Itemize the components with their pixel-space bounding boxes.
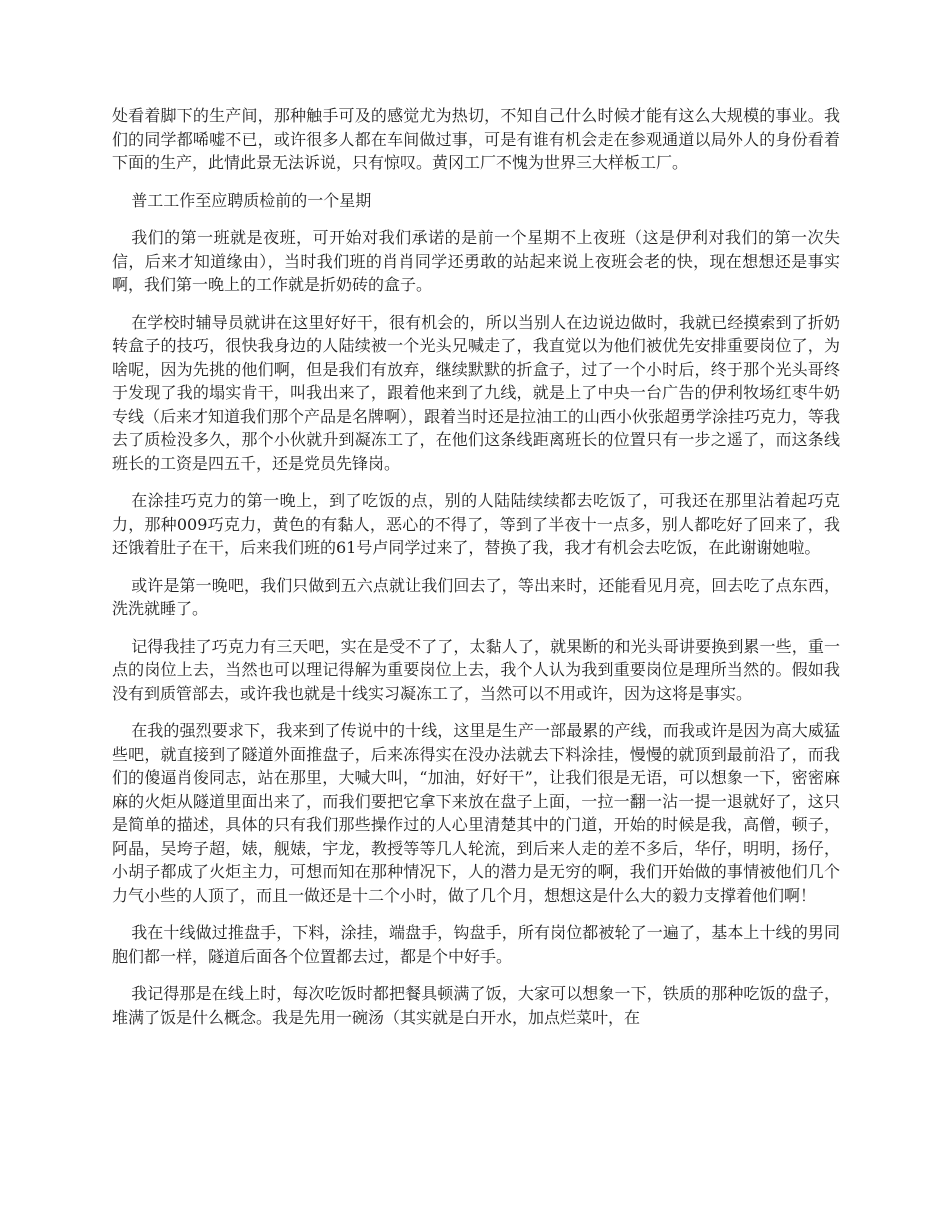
section-heading: 普工工作至应聘质检前的一个星期 — [131, 190, 372, 210]
paragraph-7: 在我的强烈要求下，我来到了传说中的十线，这里是生产一部最累的产线，而我或许是因为高大威猛些吧，就直接到了隧道外面推盘子，后来冻得实在没办法就去下料涂挂，慢慢的就顶到最前沿了，而我们的傻逼肖俊同志，站在那里，大喊大叫，“加油，好好干”，让我们很是无语，可以想象一下，密密麻麻的火炬从隧道里面出来了，而我们要把它拿下来放在盘子上面，一拉一翻一沾一提一退就好了，这只是简单的描述，具体的只有我们那些操作过的人心里清楚其中的门道，开始的时候是我，高僧，顿子，阿晶，吴垮子超，婊，舰婊，宇龙，教授等等几人轮流，到后来人走的差不多后，华仔，明明，扬仔，小胡子都成了火炬主力，可想而知在那种情况下，人的潜力是无穷的啊，我们开始做的事情被他们几个力气小些的人顶了，而且一做还是十二个小时，做了几个月，想想这是什么大的毅力支撑着他们啊！ — [112, 721, 840, 905]
document-body — [112, 104, 840, 1043]
paragraph-9: 我记得那是在线上时，每次吃饭时都把餐具顿满了饭，大家可以想象一下，铁质的那种吃饭的盘子，堆满了饭是什么概念。我是先用一碗汤（其实就是白开水，加点烂菜叶，在 — [112, 984, 840, 1027]
paragraph-3: 在学校时辅导员就讲在这里好好干，很有机会的，所以当别人在边说边做时，我就已经摸索到了折奶转盒子的技巧，很快我身边的人陆续被一个光头兄喊走了，我直觉以为他们被优先安排重要岗位了，为啥呢，因为先挑的他们啊，但是我们有放弃，继续默默的折盒子，过了一个小时后，终于那个光头哥终于发现了我的塌实肯干，叫我出来了，跟着他来到了九线，就是上了中央一台广告的伊利牧场红枣牛奶专线（后来才知道我们那个产品是名牌啊），跟着当时还是拉油工的山西小伙张超勇学涂挂巧克力，等我去了质检没多久，那个小伙就升到凝冻工了，在他们这条线距离班长的位置只有一步之遥了，而这条线班长的工资是四五千，还是党员先锋岗。 — [112, 312, 841, 473]
paragraph-6: 记得我挂了巧克力有三天吧，实在是受不了了，太黏人了，就果断的和光头哥讲要换到累一些，重一点的岗位上去，当然也可以理记得解为重要岗位上去，我个人认为我到重要岗位是理所当然的。假如我没有到质管部去，或许我也就是十线实习凝冻工了，当然可以不用或许，因为这将是事实。 — [112, 636, 840, 703]
paragraph-4: 在涂挂巧克力的第一晚上，到了吃饭的点，别的人陆陆续续都去吃饭了，可我还在那里沾着起巧克力，那种009巧克力，黄色的有黏人，恶心的不得了，等到了半夜十一点多，别人都吃好了回来了，我还饿着肚子在干，后来我们班的61号卢同学过来了，替换了我，我才有机会去吃饭，在此谢谢她啦。 — [112, 491, 840, 557]
paragraph-2: 我们的第一班就是夜班，可开始对我们承诺的是前一个星期不上夜班（这是伊利对我们的第一次失信，后来才知道缘由），当时我们班的肖肖同学还勇敢的站起来说上夜班会老的快，现在想想还是事实啊，我们第一晚上的工作就是折奶砖的盒子。 — [112, 228, 840, 294]
paragraph-1: 处看着脚下的生产间，那种触手可及的感觉尤为热切，不知自己什么时候才能有这么大规模的事业。我们的同学都唏嘘不已，或许很多人都在车间做过事，可是有谁有机会走在参观通道以局外人的身份看着下面的生产，此情此景无法诉说，只有惊叹。黄冈工厂不愧为世界三大样板工厂。 — [112, 106, 840, 172]
paragraph-5: 或许是第一晚吧，我们只做到五六点就让我们回去了，等出来时，还能看见月亮，回去吃了点东西，洗洗就睡了。 — [112, 575, 840, 618]
paragraph-8: 我在十线做过推盘手，下料，涂挂，端盘手，钩盘手，所有岗位都被轮了一遍了，基本上十线的男同胞们都一样，隧道后面各个位置都去过，都是个中好手。 — [112, 923, 840, 966]
